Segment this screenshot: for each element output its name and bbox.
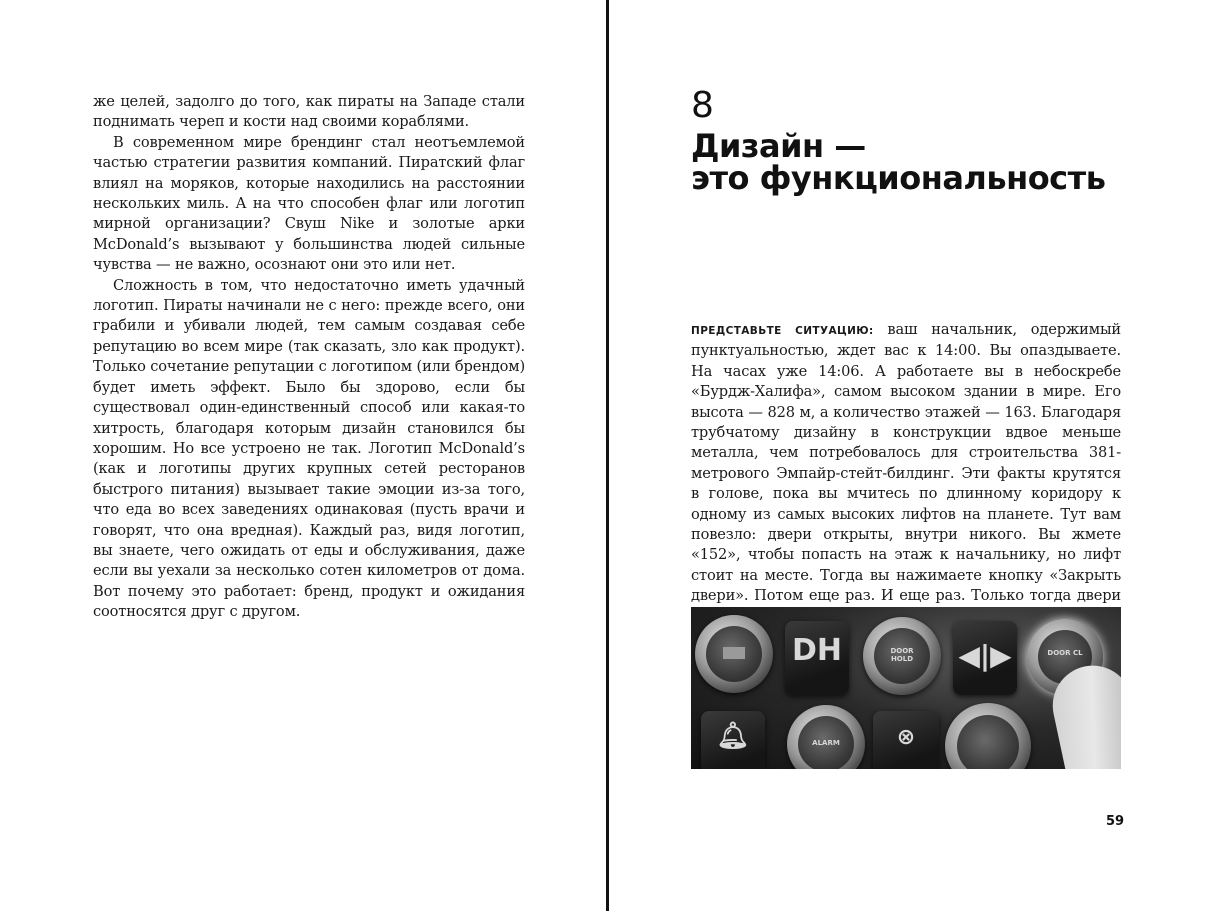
left-page bbox=[0, 0, 606, 911]
button-label: DOOR CL bbox=[1047, 649, 1083, 657]
paragraph bbox=[691, 320, 1121, 627]
chapter-title-line: это функциональность bbox=[691, 159, 1106, 197]
elevator-button bbox=[695, 615, 773, 693]
right-page bbox=[609, 0, 1214, 911]
elevator-button-door-hold bbox=[863, 617, 941, 695]
chapter-title bbox=[691, 127, 1161, 197]
elevator-button-open-doors bbox=[953, 621, 1017, 695]
elevator-buttons-photo bbox=[691, 607, 1121, 769]
elevator-button-bell bbox=[701, 711, 765, 769]
elevator-button-dh bbox=[785, 621, 849, 695]
page-number: 59 bbox=[1106, 814, 1125, 829]
left-page-text bbox=[93, 92, 525, 623]
button-label: DOOR HOLD bbox=[890, 647, 914, 663]
chapter-title-line: Дизайн — bbox=[691, 127, 866, 165]
button-label: DH bbox=[791, 633, 842, 668]
bell-icon: 🔔︎ bbox=[716, 721, 750, 751]
elevator-button-alarm bbox=[787, 705, 865, 769]
paragraph: Сложность в том, что недостаточно иметь удачный логотип. Пираты начинали не с него: прежде всего, они грабили и убивали людей, тем самым создавая себе репутацию во всем мире (так сказать, зло как продукт). Только сочетание репутации с логотипом (или брендом) будет иметь эффект. Было бы здорово, если бы существовал один-единственный способ или какая-то хитрость, благодаря которым дизайн становился бы хорошим. Но все устроено не так. Логотип McDonald’s (как и логотипы других крупных сетей ресторaнов быстрого питания) вызывает такие эмоции из-за того, что еда во всех заведениях одинаковая (пусть врачи и говорят, что она вредная). Каждый раз, видя логотип, вы знаете, чего ожидать от еды и обслуживания, даже если вы уехали за несколько сотен километров от дома. Вот почему это работает: бренд, продукт и ожидания соотносятся друг с другом. bbox=[93, 276, 525, 621]
paragraph-body: ваш начальник, одержимый пунктуальностью, ждет вас к 14:00. Вы опаздываете. На часах уже 14:06. А работаете вы в небоскребе «Бурдж-Халифа», самом высоком здании в мире. Его высота — 828 м, а количество этажей — 163. Благодаря трубчатому дизайну в конструкции вдвое меньше металла, чем потребовалось для строительства 381-метрового Эмпайр-стейт-билдинг. Эти факты крутятся в голове, пока вы мчитесь по длинному коридору к одному из самых высоких лифтов на планете. Тут вам повезло: двери открыты, внутри никого. Вы жмете «152», чтобы попасть на этаж к начальнику, но лифт стоит на месте. Тогда вы нажимаете кнопку «Закрыть двери». Потом еще раз. И еще раз. Только тогда двери bbox=[691, 321, 1121, 605]
elevator-button-cancel bbox=[873, 711, 939, 769]
elevator-button-call bbox=[945, 703, 1031, 769]
button-label: ALARM bbox=[812, 739, 840, 747]
lead-in: ПРЕДСТАВЬТЕ СИТУАЦИЮ: bbox=[691, 325, 874, 337]
open-doors-icon: ◀|▶ bbox=[958, 639, 1012, 672]
paragraph: же целей, задолго до того, как пираты на Западе стали поднимать череп и кости над своими кораблями. bbox=[93, 93, 525, 131]
close-icon: ⊗ bbox=[896, 725, 916, 750]
paragraph: В современном мире брендинг стал неотъемлемой частью стратегии развития компаний. Пиратский флаг влиял на моряков, которые находились на расстоянии нескольких миль. А на что способен флаг или логотип мирной организации? Свуш Nike и золотые арки McDonald’s вызывают у большинства людей сильные чувства — не важно, осознают они это или нет. bbox=[93, 133, 525, 274]
chapter-number: 8 bbox=[691, 85, 714, 126]
right-page-text bbox=[691, 320, 1121, 627]
